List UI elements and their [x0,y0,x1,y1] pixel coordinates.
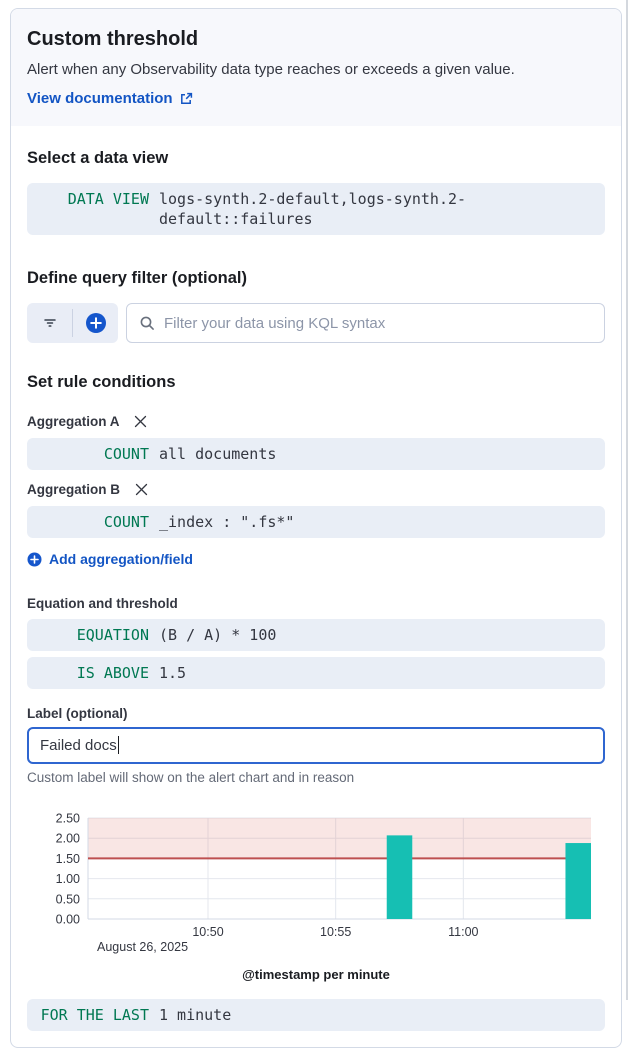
aggregation-b-value: _index : ".fs*" [159,512,294,532]
plus-circle-icon [27,552,42,567]
equation-threshold-label: Equation and threshold [27,596,605,611]
for-the-last-expression[interactable] [27,999,605,1031]
chart-x-axis-title: @timestamp per minute [27,967,605,982]
custom-threshold-flyout [10,8,622,1048]
threshold-keyword: IS ABOVE [39,663,149,683]
equation-value: (B / A) * 100 [159,625,276,645]
kql-search-box[interactable] [126,303,605,343]
plus-circle-icon [85,312,107,334]
label-optional-label: Label (optional) [27,706,605,721]
add-aggregation-link[interactable] [27,551,193,567]
data-view-value: logs-synth.2-default,logs-synth.2-default::failures [159,189,471,229]
page-title: Custom threshold [27,26,605,52]
close-icon [135,483,148,496]
data-view-heading: Select a data view [27,147,605,169]
equation-expression[interactable] [27,619,605,651]
svg-text:0.50: 0.50 [56,892,80,906]
view-documentation-label: View documentation [27,90,173,107]
label-input-value: Failed docs [40,737,117,754]
rule-description: Alert when any Observability data type reaches or exceeds a given value. [27,60,605,80]
flyout-body [11,126,621,1047]
filter-icon [42,315,58,331]
label-help-text: Custom label will show on the alert chart and in reason [27,770,605,785]
scrollbar-track[interactable] [626,0,628,1000]
svg-text:2.00: 2.00 [56,831,80,845]
filter-button-group [27,303,118,343]
kql-search-input[interactable] [164,315,592,332]
rule-conditions-heading: Set rule conditions [27,371,605,393]
flyout-header [11,9,621,126]
label-input[interactable] [27,727,605,764]
data-view-expression[interactable] [27,183,605,235]
svg-text:10:50: 10:50 [192,925,223,939]
threshold-chart-svg [27,811,607,961]
aggregation-b-row [27,480,605,498]
filter-button[interactable] [27,303,72,343]
threshold-value: 1.5 [159,663,186,683]
equation-keyword: EQUATION [39,625,149,645]
aggregation-a-row [27,412,605,430]
svg-text:11:00: 11:00 [448,925,478,939]
svg-text:1.50: 1.50 [56,851,80,865]
threshold-expression[interactable] [27,657,605,689]
svg-text:0.00: 0.00 [56,912,80,926]
for-the-last-value: 1 minute [159,1005,231,1025]
external-link-icon [179,92,193,106]
svg-text:10:55: 10:55 [320,925,351,939]
query-filter-row [27,303,605,343]
aggregation-b-expression[interactable] [27,506,605,538]
add-aggregation-label: Add aggregation/field [49,551,193,567]
svg-text:August 26, 2025: August 26, 2025 [97,940,188,954]
search-icon [139,315,156,332]
aggregation-b-keyword: COUNT [39,512,149,532]
svg-text:1.00: 1.00 [56,872,80,886]
aggregation-a-value: all documents [159,444,276,464]
data-view-keyword: DATA VIEW [39,189,149,209]
query-filter-heading: Define query filter (optional) [27,267,605,289]
remove-aggregation-a-button[interactable] [132,412,150,430]
add-filter-button[interactable] [73,303,118,343]
text-caret [118,736,120,754]
for-the-last-keyword: FOR THE LAST [39,1005,149,1025]
aggregation-a-keyword: COUNT [39,444,149,464]
aggregation-a-label: Aggregation A [27,414,120,429]
aggregation-a-expression[interactable] [27,438,605,470]
close-icon [134,415,147,428]
svg-text:2.50: 2.50 [56,811,80,825]
aggregation-b-label: Aggregation B [27,482,120,497]
view-documentation-link[interactable] [27,90,193,107]
preview-chart [27,811,605,982]
remove-aggregation-b-button[interactable] [132,480,150,498]
